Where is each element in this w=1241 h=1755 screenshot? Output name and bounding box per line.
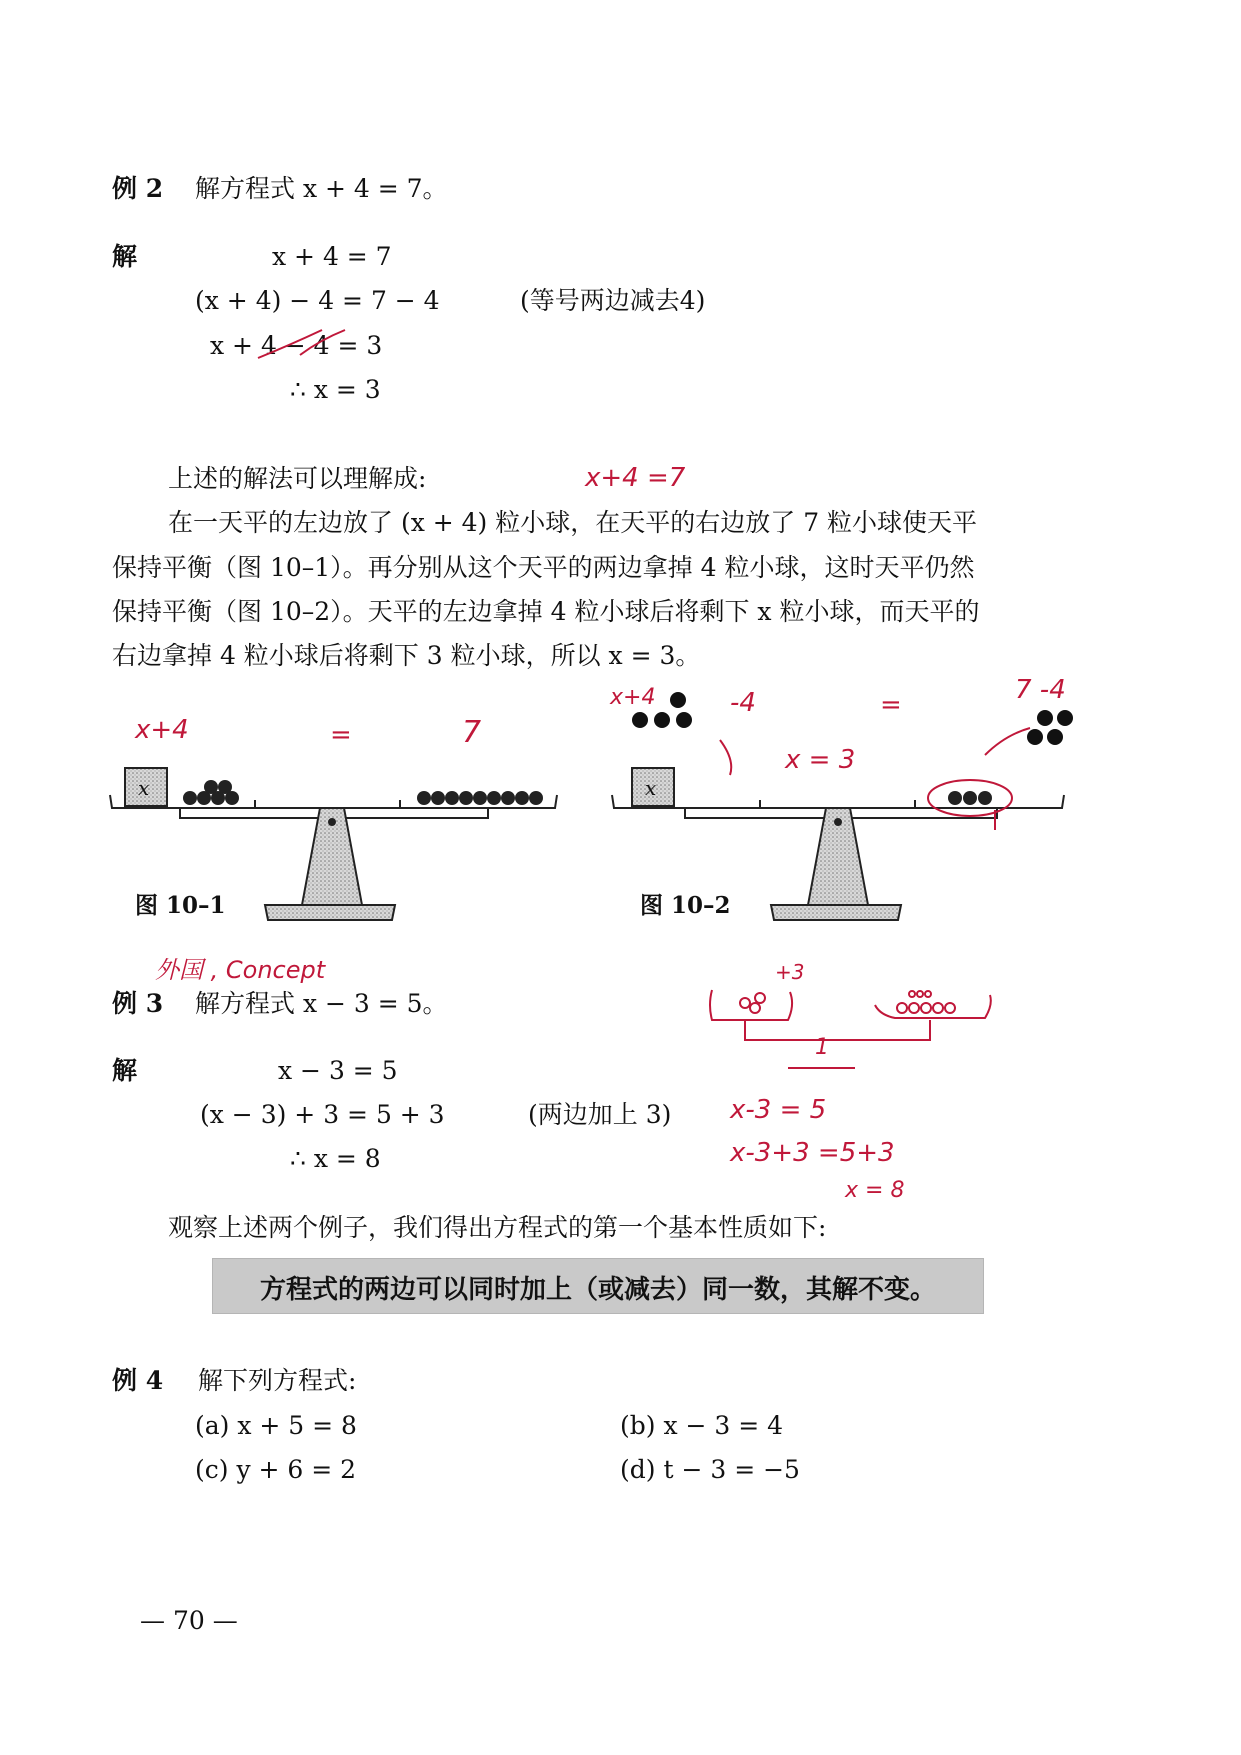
- balls-left-1: [183, 780, 239, 805]
- balls-right-1: [417, 791, 543, 805]
- explain-p3: 保持平衡（图 10–2）。天平的左边拿掉 4 粒小球后将剩下 x 粒小球，而天平的: [112, 597, 980, 626]
- ex3-line2-note: (两边加上 3): [528, 1100, 672, 1129]
- box-x-label-2: x: [645, 776, 657, 800]
- ex4-d: (d) t − 3 = −5: [620, 1455, 800, 1484]
- ex2-line1: x + 4 = 7: [272, 242, 392, 271]
- explain-lead: 上述的解法可以理解成:: [168, 464, 427, 493]
- rule-text: 方程式的两边可以同时加上（或减去）同一数，其解不变。: [259, 1275, 936, 1305]
- hw-fig2-left: x+4: [610, 685, 656, 710]
- observation-text: 观察上述两个例子，我们得出方程式的第一个基本性质如下:: [168, 1213, 827, 1242]
- ex3-line2: (x − 3) + 3 = 5 + 3: [200, 1100, 445, 1129]
- explain-p1: 在一天平的左边放了 (x + 4) 粒小球，在天平的右边放了 7 粒小球使天平: [168, 508, 978, 537]
- balls-right-2: [948, 791, 992, 805]
- figure-label-10-1: 图 10–1: [135, 892, 226, 919]
- hw-fig2-result: x = 3: [785, 745, 856, 775]
- rule-box: [212, 1258, 984, 1314]
- explain-p2: 保持平衡（图 10–1）。再分别从这个天平的两边拿掉 4 粒小球，这时天平仍然: [112, 553, 975, 582]
- ex2-solve-label: 解: [112, 242, 138, 271]
- hw-fig1-eq: =: [330, 720, 352, 750]
- hw-plus3: +3: [775, 960, 805, 984]
- hw-one: 1: [815, 1035, 829, 1060]
- ex2-line3: x + 4 − 4 = 3: [210, 331, 383, 360]
- ex3-line3: ∴ x = 8: [290, 1144, 381, 1173]
- ex2-line2: (x + 4) − 4 = 7 − 4: [195, 286, 440, 315]
- ex2-line2-note: (等号两边减去4): [520, 286, 706, 315]
- hw-fig2-eq: =: [880, 690, 902, 720]
- ex2-label: 例 2: [112, 174, 164, 203]
- hw-note: 外国 , Concept: [155, 956, 326, 984]
- hw-fig1-right: 7: [462, 715, 482, 750]
- hw-equation-top: x+4 =7: [585, 463, 686, 493]
- ex2-line4: ∴ x = 3: [290, 375, 381, 404]
- ex3-prompt: 解方程式 x − 3 = 5。: [195, 989, 448, 1018]
- page-number: — 70 —: [140, 1606, 238, 1635]
- hw-fig2-right: 7 -4: [1015, 675, 1066, 705]
- balls-removed-right: [1027, 710, 1073, 745]
- explain-p4: 右边拿掉 4 粒小球后将剩下 3 粒小球，所以 x = 3。: [112, 641, 701, 670]
- ex4-label: 例 4: [112, 1366, 164, 1395]
- ex3-solve-label: 解: [112, 1056, 138, 1085]
- ex4-c: (c) y + 6 = 2: [195, 1455, 357, 1484]
- ex3-label: 例 3: [112, 989, 164, 1018]
- ex4-a: (a) x + 5 = 8: [195, 1411, 357, 1440]
- hw-ex3-line2: x-3+3 =5+3: [730, 1138, 895, 1168]
- figure-label-10-2: 图 10–2: [640, 892, 731, 919]
- hw-fig2-minus: -4: [730, 688, 756, 718]
- ex3-line1: x − 3 = 5: [278, 1056, 398, 1085]
- box-x-label-1: x: [138, 776, 150, 800]
- ex4-b: (b) x − 3 = 4: [620, 1411, 784, 1440]
- hw-ex3-line1: x-3 = 5: [730, 1095, 827, 1125]
- hw-fig1-left: x+4: [135, 715, 189, 745]
- hw-ex3-line3: x = 8: [845, 1178, 905, 1203]
- ex4-prompt: 解下列方程式:: [198, 1366, 357, 1395]
- ex2-prompt: 解方程式 x + 4 = 7。: [195, 174, 448, 203]
